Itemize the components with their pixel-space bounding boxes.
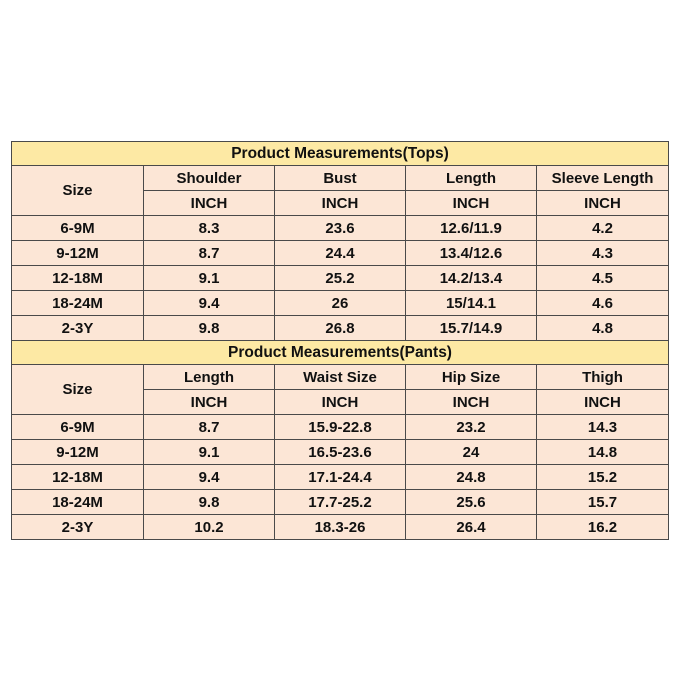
tops-size-header: Size xyxy=(12,166,144,216)
value-cell: 9.4 xyxy=(144,291,275,316)
pants-unit-cell: INCH xyxy=(537,390,669,415)
value-cell: 4.8 xyxy=(537,316,669,341)
value-cell: 16.5-23.6 xyxy=(275,440,406,465)
value-cell: 26.8 xyxy=(275,316,406,341)
size-cell: 6-9M xyxy=(12,415,144,440)
tops-unit-cell: INCH xyxy=(144,191,275,216)
value-cell: 15/14.1 xyxy=(406,291,537,316)
size-cell: 18-24M xyxy=(12,291,144,316)
size-cell: 12-18M xyxy=(12,465,144,490)
value-cell: 25.6 xyxy=(406,490,537,515)
size-cell: 9-12M xyxy=(12,241,144,266)
tops-col-header: Length xyxy=(406,166,537,191)
pants-data-row xyxy=(12,465,669,490)
value-cell: 24 xyxy=(406,440,537,465)
pants-col-header: Thigh xyxy=(537,365,669,390)
size-chart-table xyxy=(11,141,669,540)
tops-unit-cell: INCH xyxy=(275,191,406,216)
value-cell: 15.9-22.8 xyxy=(275,415,406,440)
size-cell: 2-3Y xyxy=(12,515,144,540)
value-cell: 9.1 xyxy=(144,266,275,291)
value-cell: 8.7 xyxy=(144,241,275,266)
value-cell: 26 xyxy=(275,291,406,316)
value-cell: 23.6 xyxy=(275,216,406,241)
tops-title: Product Measurements(Tops) xyxy=(12,142,669,166)
value-cell: 15.2 xyxy=(537,465,669,490)
size-cell: 2-3Y xyxy=(12,316,144,341)
value-cell: 4.6 xyxy=(537,291,669,316)
pants-col-header: Hip Size xyxy=(406,365,537,390)
pants-data-row xyxy=(12,515,669,540)
value-cell: 17.1-24.4 xyxy=(275,465,406,490)
pants-size-header: Size xyxy=(12,365,144,415)
tops-unit-cell: INCH xyxy=(406,191,537,216)
tops-data-row xyxy=(12,316,669,341)
value-cell: 23.2 xyxy=(406,415,537,440)
size-cell: 9-12M xyxy=(12,440,144,465)
pants-col-header: Length xyxy=(144,365,275,390)
value-cell: 4.5 xyxy=(537,266,669,291)
size-cell: 18-24M xyxy=(12,490,144,515)
value-cell: 14.3 xyxy=(537,415,669,440)
pants-title: Product Measurements(Pants) xyxy=(12,341,669,365)
value-cell: 17.7-25.2 xyxy=(275,490,406,515)
pants-unit-cell: INCH xyxy=(144,390,275,415)
tops-data-row xyxy=(12,241,669,266)
pants-section xyxy=(12,341,669,540)
value-cell: 8.7 xyxy=(144,415,275,440)
tops-col-header: Sleeve Length xyxy=(537,166,669,191)
pants-data-row xyxy=(12,415,669,440)
value-cell: 12.6/11.9 xyxy=(406,216,537,241)
size-cell: 12-18M xyxy=(12,266,144,291)
value-cell: 4.3 xyxy=(537,241,669,266)
pants-unit-cell: INCH xyxy=(406,390,537,415)
value-cell: 9.1 xyxy=(144,440,275,465)
pants-title-row xyxy=(12,341,669,365)
tops-data-row xyxy=(12,216,669,241)
value-cell: 8.3 xyxy=(144,216,275,241)
tops-col-header: Shoulder xyxy=(144,166,275,191)
value-cell: 26.4 xyxy=(406,515,537,540)
value-cell: 9.8 xyxy=(144,490,275,515)
value-cell: 16.2 xyxy=(537,515,669,540)
value-cell: 15.7/14.9 xyxy=(406,316,537,341)
pants-col-header: Waist Size xyxy=(275,365,406,390)
value-cell: 25.2 xyxy=(275,266,406,291)
pants-data-row xyxy=(12,440,669,465)
value-cell: 9.4 xyxy=(144,465,275,490)
tops-col-header: Bust xyxy=(275,166,406,191)
pants-unit-cell: INCH xyxy=(275,390,406,415)
value-cell: 24.8 xyxy=(406,465,537,490)
pants-header-row xyxy=(12,365,669,390)
value-cell: 24.4 xyxy=(275,241,406,266)
value-cell: 4.2 xyxy=(537,216,669,241)
value-cell: 15.7 xyxy=(537,490,669,515)
tops-unit-cell: INCH xyxy=(537,191,669,216)
tops-section xyxy=(12,142,669,341)
value-cell: 14.2/13.4 xyxy=(406,266,537,291)
pants-data-row xyxy=(12,490,669,515)
value-cell: 10.2 xyxy=(144,515,275,540)
tops-data-row xyxy=(12,291,669,316)
value-cell: 18.3-26 xyxy=(275,515,406,540)
value-cell: 14.8 xyxy=(537,440,669,465)
value-cell: 9.8 xyxy=(144,316,275,341)
tops-title-row xyxy=(12,142,669,166)
size-cell: 6-9M xyxy=(12,216,144,241)
tops-data-row xyxy=(12,266,669,291)
tops-header-row xyxy=(12,166,669,191)
value-cell: 13.4/12.6 xyxy=(406,241,537,266)
